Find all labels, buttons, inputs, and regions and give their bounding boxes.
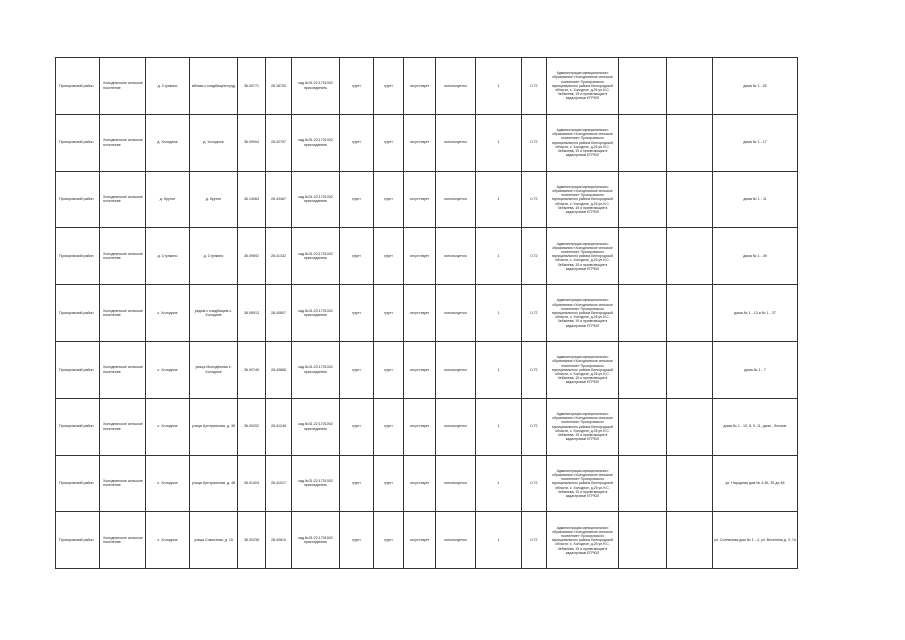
- document-sheet: [55, 57, 798, 569]
- state-cell: используется: [436, 171, 476, 228]
- type-cell: грунт: [340, 398, 374, 455]
- area-cell: 0.72: [522, 341, 547, 398]
- state-cell: используется: [436, 228, 476, 285]
- longitude-cell: 28.43467: [266, 171, 292, 228]
- coverage-cell: отсутствует: [404, 455, 436, 512]
- table-row: [56, 114, 798, 171]
- material-cell: грунт: [374, 228, 404, 285]
- district-cell: Прохоровский район: [56, 398, 100, 455]
- place-cell: рядом с кладбищем с. Холодное: [190, 285, 238, 342]
- latitude-cell: 36.09202: [238, 398, 266, 455]
- state-cell: используется: [436, 512, 476, 569]
- state-cell: используется: [436, 341, 476, 398]
- area-cell: 0.72: [522, 114, 547, 171]
- count-cell: 1: [476, 341, 522, 398]
- locality-cell: д. Ступкино: [146, 228, 190, 285]
- locality-cell: д. Крутое: [146, 171, 190, 228]
- coverage-cell: отсутствует: [404, 341, 436, 398]
- register-table: [55, 57, 798, 569]
- type-cell: грунт: [340, 171, 374, 228]
- coverage-cell: отсутствует: [404, 114, 436, 171]
- locality-cell: с. Холодное: [146, 398, 190, 455]
- district-cell: Прохоровский район: [56, 285, 100, 342]
- material-cell: грунт: [374, 285, 404, 342]
- latitude-cell: 36.09904: [238, 114, 266, 171]
- state-cell: используется: [436, 455, 476, 512]
- cadastral-cell: кад.№31:22:1701002 присоединить: [292, 58, 340, 115]
- count-cell: 1: [476, 228, 522, 285]
- place-cell: д. Ступкино: [190, 228, 238, 285]
- count-cell: 1: [476, 455, 522, 512]
- empty-cell: [667, 228, 713, 285]
- place-cell: улица Молодёжная с. Холодное: [190, 341, 238, 398]
- coverage-cell: отсутствует: [404, 58, 436, 115]
- locality-cell: с. Холодное: [146, 341, 190, 398]
- type-cell: грунт: [340, 114, 374, 171]
- settlement-cell: Холоднянское сельское поселение: [100, 398, 146, 455]
- settlement-cell: Холоднянское сельское поселение: [100, 341, 146, 398]
- owner-cell: Администрация муниципального образования «Холоднянское сельское поселение» Прохоровского муниципального района Белгородской области, с. Холодное, д.26 ул.Н.С. Чебынева, 19 и прилегающие в кадастровые ЕГРЮЛ: [547, 285, 619, 342]
- state-cell: используется: [436, 398, 476, 455]
- owner-cell: Администрация муниципального образования «Холоднянское сельское поселение» Прохоровского муниципального района Белгородской области, с. Холодное, д.26 ул.Н.С. Чебынева, 19 и прилегающие в кадастровые ЕГРЮЛ: [547, 398, 619, 455]
- owner-cell: Администрация муниципального образования «Холоднянское сельское поселение» Прохоровского муниципального района Белгородской области, с. Холодное, д.26 ул.Н.С. Чебынева, 19 и прилегающие в кадастровые ЕГРЮЛ: [547, 455, 619, 512]
- table-row: [56, 171, 798, 228]
- empty-cell: [667, 114, 713, 171]
- longitude-cell: 28.40866: [266, 341, 292, 398]
- table-row: [56, 228, 798, 285]
- district-cell: Прохоровский район: [56, 58, 100, 115]
- type-cell: грунт: [340, 285, 374, 342]
- district-cell: Прохоровский район: [56, 114, 100, 171]
- cadastral-cell: кад.№31:22:1701002 присоединить: [292, 341, 340, 398]
- cadastral-cell: кад.№31:22:1701002 присоединить: [292, 171, 340, 228]
- table-body: [56, 58, 798, 569]
- cadastral-cell: кад.№31:22:1701002 присоединить: [292, 285, 340, 342]
- settlement-cell: Холоднянское сельское поселение: [100, 171, 146, 228]
- place-cell: д. Холодное: [190, 114, 238, 171]
- area-cell: 0.72: [522, 512, 547, 569]
- coverage-cell: отсутствует: [404, 285, 436, 342]
- table-row: [56, 398, 798, 455]
- area-cell: 0.72: [522, 228, 547, 285]
- owner-cell: Администрация муниципального образования «Холоднянское сельское поселение» Прохоровского муниципального района Белгородской области, с. Холодное, д.26 ул.Н.С. Чебынева, 19 и прилегающие в кадастровые ЕГРЮЛ: [547, 512, 619, 569]
- empty-cell: [619, 114, 667, 171]
- material-cell: грунт: [374, 398, 404, 455]
- table-row: [56, 512, 798, 569]
- state-cell: используется: [436, 285, 476, 342]
- state-cell: используется: [436, 58, 476, 115]
- coverage-cell: отсутствует: [404, 512, 436, 569]
- area-cell: 0.72: [522, 455, 547, 512]
- owner-cell: Администрация муниципального образования «Холоднянское сельское поселение» Прохоровского муниципального района Белгородской области, с. Холодное, д.26 ул.Н.С. Чебынева, 19 и прилегающие в кадастровые ЕГРЮЛ: [547, 341, 619, 398]
- latitude-cell: 36.08913: [238, 285, 266, 342]
- note-cell: дома № 1 - 11: [713, 171, 798, 228]
- place-cell: вблизи с кладбищем пруд: [190, 58, 238, 115]
- longitude-cell: 28.18700: [266, 58, 292, 115]
- empty-cell: [619, 512, 667, 569]
- settlement-cell: Холоднянское сельское поселение: [100, 455, 146, 512]
- count-cell: 1: [476, 285, 522, 342]
- type-cell: грунт: [340, 58, 374, 115]
- coverage-cell: отсутствует: [404, 228, 436, 285]
- longitude-cell: 28.42797: [266, 114, 292, 171]
- material-cell: грунт: [374, 58, 404, 115]
- latitude-cell: 36.09745: [238, 341, 266, 398]
- note-cell: дома № 1 - 10, 8, 9, 11, дачи - Лесные: [713, 398, 798, 455]
- locality-cell: с. Холодное: [146, 512, 190, 569]
- cadastral-cell: кад.№31:22:1701002 присоединить: [292, 398, 340, 455]
- owner-cell: Администрация муниципального образования «Холоднянское сельское поселение» Прохоровского муниципального района Белгородской области, с. Холодное, д.26 ул.Н.С. Чебынева, 19 и прилегающие в кадастровые ЕГРЮЛ: [547, 58, 619, 115]
- empty-cell: [619, 285, 667, 342]
- district-cell: Прохоровский район: [56, 228, 100, 285]
- locality-cell: д. Ступкино: [146, 58, 190, 115]
- locality-cell: д. Холодное: [146, 114, 190, 171]
- longitude-cell: 28.40810: [266, 512, 292, 569]
- empty-cell: [619, 228, 667, 285]
- state-cell: используется: [436, 114, 476, 171]
- place-cell: д. Крутое: [190, 171, 238, 228]
- note-cell: дома № 1 - 49: [713, 228, 798, 285]
- latitude-cell: 36.14063: [238, 171, 266, 228]
- settlement-cell: Холоднянское сельское поселение: [100, 512, 146, 569]
- type-cell: грунт: [340, 228, 374, 285]
- cadastral-cell: кад.№31:22:1701002 присоединить: [292, 512, 340, 569]
- type-cell: грунт: [340, 512, 374, 569]
- empty-cell: [667, 341, 713, 398]
- owner-cell: Администрация муниципального образования «Холоднянское сельское поселение» Прохоровского муниципального района Белгородской области, с. Холодное, д.26 ул.Н.С. Чебынева, 19 и прилегающие в кадастровые ЕГРЮЛ: [547, 114, 619, 171]
- district-cell: Прохоровский район: [56, 512, 100, 569]
- count-cell: 1: [476, 398, 522, 455]
- district-cell: Прохоровский район: [56, 171, 100, 228]
- cadastral-cell: кад.№31:22:1701002 присоединить: [292, 114, 340, 171]
- material-cell: грунт: [374, 512, 404, 569]
- district-cell: Прохоровский район: [56, 455, 100, 512]
- count-cell: 1: [476, 171, 522, 228]
- empty-cell: [667, 512, 713, 569]
- material-cell: грунт: [374, 171, 404, 228]
- note-cell: дома № 1 - 13 и № 1 - 37: [713, 285, 798, 342]
- area-cell: 0.72: [522, 398, 547, 455]
- material-cell: грунт: [374, 114, 404, 171]
- longitude-cell: 28.41017: [266, 455, 292, 512]
- settlement-cell: Холоднянское сельское поселение: [100, 58, 146, 115]
- type-cell: грунт: [340, 455, 374, 512]
- empty-cell: [619, 171, 667, 228]
- type-cell: грунт: [340, 341, 374, 398]
- cadastral-cell: кад.№31:22:1701002 присоединить: [292, 228, 340, 285]
- place-cell: улица Центральная, д. 48: [190, 455, 238, 512]
- owner-cell: Администрация муниципального образования «Холоднянское сельское поселение» Прохоровского муниципального района Белгородской области, с. Холодное, д.26 ул.Н.С. Чебынева, 19 и прилегающие в кадастровые ЕГРЮЛ: [547, 171, 619, 228]
- latitude-cell: 36.09692: [238, 228, 266, 285]
- empty-cell: [667, 171, 713, 228]
- owner-cell: Администрация муниципального образования «Холоднянское сельское поселение» Прохоровского муниципального района Белгородской области, с. Холодное, д.26 ул.Н.С. Чебынева, 19 и прилегающие в кадастровые ЕГРЮЛ: [547, 228, 619, 285]
- empty-cell: [667, 398, 713, 455]
- longitude-cell: 28.41248: [266, 398, 292, 455]
- table-row: [56, 455, 798, 512]
- empty-cell: [667, 285, 713, 342]
- empty-cell: [619, 455, 667, 512]
- note-cell: дома № 1 - 17: [713, 114, 798, 171]
- table-row: [56, 58, 798, 115]
- settlement-cell: Холоднянское сельское поселение: [100, 228, 146, 285]
- note-cell: дома № 1 - 52: [713, 58, 798, 115]
- settlement-cell: Холоднянское сельское поселение: [100, 285, 146, 342]
- locality-cell: с. Холодное: [146, 285, 190, 342]
- cadastral-cell: кад.№31:22:1701002 присоединить: [292, 455, 340, 512]
- latitude-cell: 36.00238: [238, 512, 266, 569]
- table-row: [56, 285, 798, 342]
- empty-cell: [619, 58, 667, 115]
- table-row: [56, 341, 798, 398]
- note-cell: ул. Солнечная дом № 1 - 4, ул. Весенняя д. 3, 7а: [713, 512, 798, 569]
- longitude-cell: 28.40807: [266, 285, 292, 342]
- empty-cell: [619, 341, 667, 398]
- area-cell: 0.72: [522, 171, 547, 228]
- material-cell: грунт: [374, 341, 404, 398]
- place-cell: улица Совхозная, д. 15: [190, 512, 238, 569]
- empty-cell: [667, 58, 713, 115]
- place-cell: улица Центральная, д. 36: [190, 398, 238, 455]
- coverage-cell: отсутствует: [404, 398, 436, 455]
- settlement-cell: Холоднянское сельское поселение: [100, 114, 146, 171]
- coverage-cell: отсутствует: [404, 171, 436, 228]
- area-cell: 0.72: [522, 285, 547, 342]
- count-cell: 1: [476, 58, 522, 115]
- area-cell: 0.72: [522, 58, 547, 115]
- latitude-cell: 36.91404: [238, 455, 266, 512]
- latitude-cell: 36.09771: [238, 58, 266, 115]
- note-cell: дома № 1 - 7: [713, 341, 798, 398]
- note-cell: ул. Народная дом № 4-36, 35 до 48: [713, 455, 798, 512]
- locality-cell: с. Холодное: [146, 455, 190, 512]
- district-cell: Прохоровский район: [56, 341, 100, 398]
- longitude-cell: 28.41342: [266, 228, 292, 285]
- empty-cell: [667, 455, 713, 512]
- count-cell: 1: [476, 114, 522, 171]
- count-cell: 1: [476, 512, 522, 569]
- material-cell: грунт: [374, 455, 404, 512]
- empty-cell: [619, 398, 667, 455]
